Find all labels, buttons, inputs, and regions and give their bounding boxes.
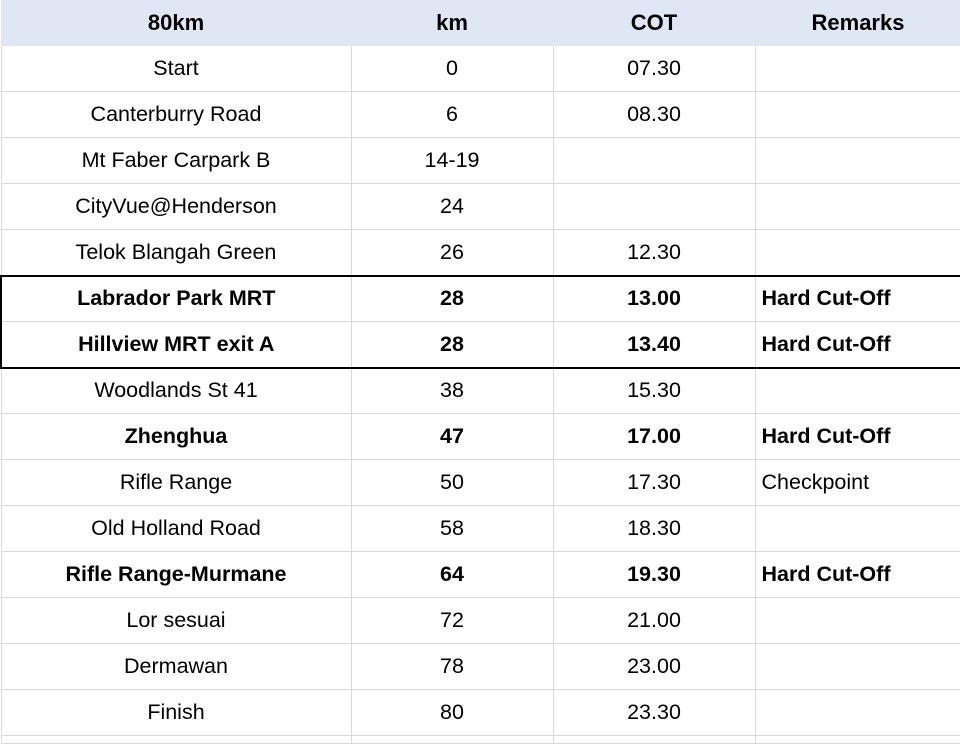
cell-cot: 23.00: [553, 644, 755, 690]
table-header: [1, 1, 960, 46]
table-row: [1, 322, 960, 368]
cell-remarks: [755, 46, 960, 92]
cell-remarks: [755, 138, 960, 184]
cell-checkpoint-name: Hillview MRT exit A: [1, 322, 351, 368]
cell-km: 47: [351, 414, 553, 460]
cell-remarks: [755, 690, 960, 736]
cell-checkpoint-name: Start: [1, 46, 351, 92]
table-row: [1, 230, 960, 276]
table-row: [1, 92, 960, 138]
cell-remarks: [755, 644, 960, 690]
cell-km: 0: [351, 46, 553, 92]
cell-checkpoint-name: Rifle Range: [1, 460, 351, 506]
cell-cot: 12.30: [553, 230, 755, 276]
cell-checkpoint-name: Lor sesuai: [1, 598, 351, 644]
table-row: [1, 598, 960, 644]
table-row: [1, 552, 960, 598]
column-header-cot: COT: [553, 1, 755, 46]
cell-checkpoint-name: Woodlands St 41: [1, 368, 351, 414]
cell-km: 64: [351, 552, 553, 598]
cell-km: 78: [351, 644, 553, 690]
cell-cot: 23.30: [553, 690, 755, 736]
cell-cot: 08.30: [553, 92, 755, 138]
cell-cot: 15.30: [553, 368, 755, 414]
cell-checkpoint-name: Mt Faber Carpark B: [1, 138, 351, 184]
cell-remarks: Hard Cut-Off: [755, 276, 960, 322]
cell-km: 6: [351, 92, 553, 138]
cell-km: 14-19: [351, 138, 553, 184]
table-row: [1, 368, 960, 414]
cell-cot: 18.30: [553, 506, 755, 552]
cell-km: 50: [351, 460, 553, 506]
table-row: [1, 690, 960, 736]
cell-checkpoint-name: CityVue@Henderson: [1, 184, 351, 230]
cell-cot: [553, 138, 755, 184]
cell-remarks: Hard Cut-Off: [755, 552, 960, 598]
cell-km: 72: [351, 598, 553, 644]
cell-remarks: [755, 506, 960, 552]
table-row-partial: [1, 736, 960, 744]
cell-km: 26: [351, 230, 553, 276]
cell-empty: [553, 736, 755, 744]
cell-checkpoint-name: Finish: [1, 690, 351, 736]
cell-remarks: [755, 368, 960, 414]
cell-empty: [351, 736, 553, 744]
cell-km: 24: [351, 184, 553, 230]
cell-km: 28: [351, 322, 553, 368]
table-row: [1, 276, 960, 322]
cell-empty: [755, 736, 960, 744]
cell-checkpoint-name: Zhenghua: [1, 414, 351, 460]
table-row: [1, 460, 960, 506]
cell-remarks: Checkpoint: [755, 460, 960, 506]
cell-cot: 19.30: [553, 552, 755, 598]
cell-cot: 17.00: [553, 414, 755, 460]
table-row: [1, 644, 960, 690]
column-header-remarks: Remarks: [755, 1, 960, 46]
cell-remarks: Hard Cut-Off: [755, 414, 960, 460]
cell-remarks: Hard Cut-Off: [755, 322, 960, 368]
cell-cot: 07.30: [553, 46, 755, 92]
table-row: [1, 184, 960, 230]
cell-cot: 21.00: [553, 598, 755, 644]
cell-cot: 13.00: [553, 276, 755, 322]
column-header-distance-label: 80km: [1, 1, 351, 46]
cell-remarks: [755, 92, 960, 138]
table-row: [1, 46, 960, 92]
cell-checkpoint-name: Canterburry Road: [1, 92, 351, 138]
cell-km: 80: [351, 690, 553, 736]
cell-km: 58: [351, 506, 553, 552]
cell-cot: 13.40: [553, 322, 755, 368]
cell-remarks: [755, 184, 960, 230]
table-body: [1, 46, 960, 744]
cell-cot: [553, 184, 755, 230]
cell-checkpoint-name: Labrador Park MRT: [1, 276, 351, 322]
cell-remarks: [755, 598, 960, 644]
cell-cot: 17.30: [553, 460, 755, 506]
table-row: [1, 506, 960, 552]
column-header-km: km: [351, 1, 553, 46]
cell-km: 28: [351, 276, 553, 322]
cell-checkpoint-name: Telok Blangah Green: [1, 230, 351, 276]
table-header-row: [1, 1, 960, 46]
cell-checkpoint-name: Dermawan: [1, 644, 351, 690]
cell-remarks: [755, 230, 960, 276]
cell-km: 38: [351, 368, 553, 414]
table-row: [1, 414, 960, 460]
cell-checkpoint-name: Old Holland Road: [1, 506, 351, 552]
cell-empty: [1, 736, 351, 744]
cell-checkpoint-name: Rifle Range-Murmane: [1, 552, 351, 598]
table-row: [1, 138, 960, 184]
